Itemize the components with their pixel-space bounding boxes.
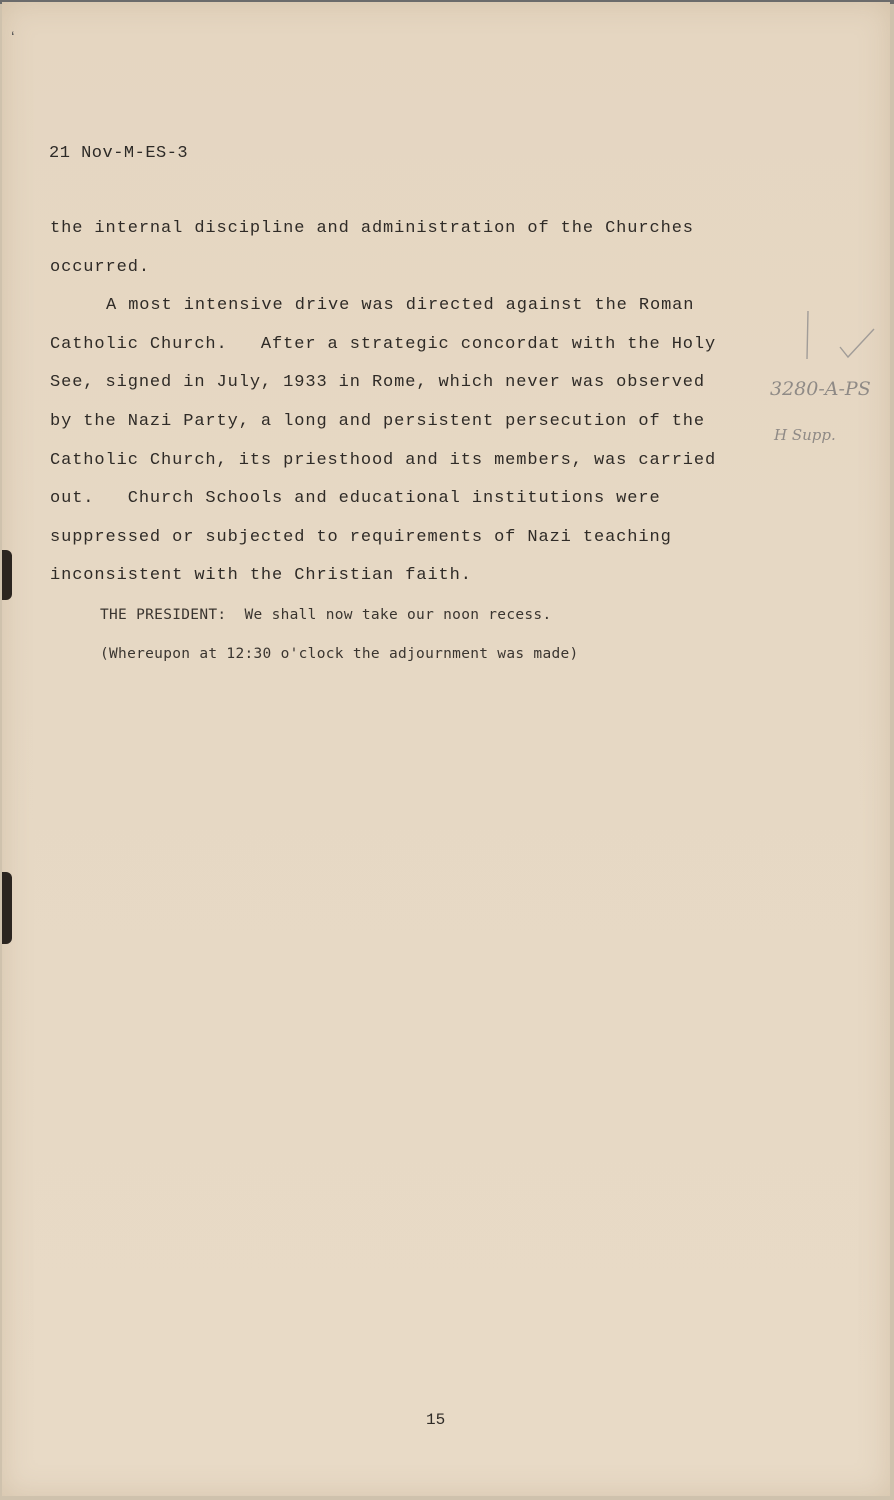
paragraph-2-line-2: Catholic Church. After a strategic concordat with the Holy bbox=[50, 334, 717, 354]
transcript-body bbox=[50, 210, 770, 673]
president-statement: THE PRESIDENT: We shall now take our noon recess. bbox=[100, 606, 552, 623]
margin-note-exhibit: 3280-A-PS bbox=[770, 378, 871, 400]
pencil-check-icon bbox=[802, 307, 878, 367]
paragraph-2-line-3: See, signed in July, 1933 in Rome, which never was observed bbox=[50, 373, 705, 393]
margin-note-supplement: H Supp. bbox=[774, 426, 836, 444]
paragraph-2-line-7: suppressed or subjected to requirements of Nazi teaching bbox=[50, 527, 672, 547]
binding-hole-top bbox=[2, 550, 12, 600]
paragraph-2-line-8: inconsistent with the Christian faith. bbox=[50, 566, 472, 586]
binding-hole-bottom bbox=[2, 872, 12, 944]
paragraph-1-line-1: the internal discipline and administration of the Churches bbox=[50, 219, 694, 238]
adjournment-note: (Whereupon at 12:30 o'clock the adjournment was made) bbox=[100, 645, 579, 662]
paragraph-2-line-1: A most intensive drive was directed against the Roman bbox=[106, 296, 695, 316]
paragraph-2-line-4: by the Nazi Party, a long and persistent persecution of the bbox=[50, 411, 705, 431]
document-reference: 21 Nov-M-ES-3 bbox=[49, 144, 189, 163]
paragraph-2-line-5: Catholic Church, its priesthood and its members, was carried bbox=[50, 450, 717, 470]
paragraph-1-line-2: occurred. bbox=[50, 257, 150, 277]
document-page bbox=[2, 2, 890, 1496]
page-number: 15 bbox=[426, 1411, 446, 1429]
paragraph-2-line-6: out. Church Schools and educational institutions were bbox=[50, 489, 661, 509]
corner-mark: ʻ bbox=[8, 30, 18, 48]
